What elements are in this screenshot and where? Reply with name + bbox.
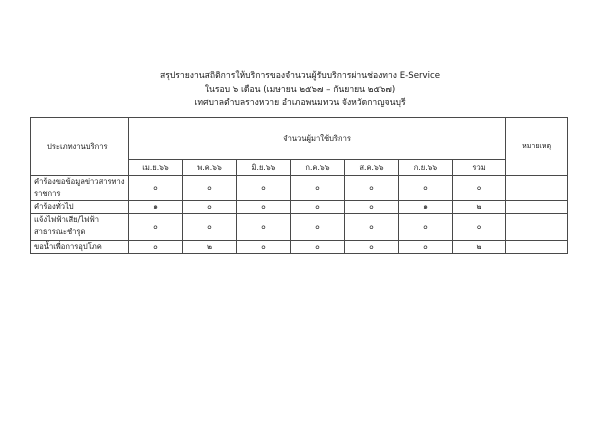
count-cell: ๐ bbox=[345, 176, 399, 201]
service-type-header: ประเภทงานบริการ bbox=[31, 118, 129, 176]
count-cell: ๐ bbox=[237, 176, 291, 201]
table-row bbox=[31, 214, 568, 241]
total-cell: ๒ bbox=[453, 241, 506, 254]
total-cell: ๐ bbox=[453, 214, 506, 241]
service-name-cell: คำร้องทั่วไป bbox=[31, 201, 129, 214]
count-cell: ๐ bbox=[291, 241, 345, 254]
report-organization: เทศบาลตำบลรางหวาย อำเภอพนมทวน จังหวัดกาญจนบุรี bbox=[194, 98, 406, 108]
report-header bbox=[0, 70, 600, 111]
service-statistics-table bbox=[30, 117, 568, 254]
note-cell bbox=[506, 176, 568, 201]
count-cell: ๐ bbox=[345, 201, 399, 214]
service-name-cell: แจ้งไฟฟ้าเสีย/ไฟฟ้าสาธารณะชำรุด bbox=[31, 214, 129, 241]
count-cell: ๐ bbox=[345, 214, 399, 241]
count-cell: ๐ bbox=[291, 201, 345, 214]
note-cell bbox=[506, 214, 568, 241]
table-row bbox=[31, 201, 568, 214]
service-count-header: จำนวนผู้มาใช้บริการ bbox=[129, 118, 506, 160]
count-cell: ๐ bbox=[399, 241, 453, 254]
count-cell: ๐ bbox=[183, 176, 237, 201]
report-period: ในรอบ ๖ เดือน (เมษายน ๒๕๖๗ – กันยายน ๒๕๖๗) bbox=[204, 84, 396, 95]
count-cell: ๐ bbox=[129, 241, 183, 254]
count-cell: ๒ bbox=[183, 241, 237, 254]
month-header: พ.ค.๖๖ bbox=[183, 160, 237, 176]
count-cell: ๐ bbox=[237, 214, 291, 241]
count-cell: ๑ bbox=[399, 201, 453, 214]
count-cell: ๑ bbox=[129, 201, 183, 214]
note-header: หมายเหตุ bbox=[506, 118, 568, 176]
month-header: ก.ย.๖๖ bbox=[399, 160, 453, 176]
count-cell: ๐ bbox=[237, 241, 291, 254]
count-cell: ๐ bbox=[399, 176, 453, 201]
count-cell: ๐ bbox=[291, 176, 345, 201]
total-cell: ๒ bbox=[453, 201, 506, 214]
month-header: ส.ค.๖๖ bbox=[345, 160, 399, 176]
count-cell: ๐ bbox=[237, 201, 291, 214]
report-title: สรุปรายงานสถิติการให้บริการของจำนวนผู้รับบริการผ่านช่องทาง E-Service bbox=[159, 71, 441, 81]
month-header: ก.ค.๖๖ bbox=[291, 160, 345, 176]
month-header: มิ.ย.๖๖ bbox=[237, 160, 291, 176]
count-cell: ๐ bbox=[291, 214, 345, 241]
service-name-cell: คำร้องขอข้อมูลข่าวสารทางราชการ bbox=[31, 176, 129, 201]
count-cell: ๐ bbox=[129, 214, 183, 241]
table-row bbox=[31, 241, 568, 254]
count-cell: ๐ bbox=[183, 201, 237, 214]
count-cell: ๐ bbox=[129, 176, 183, 201]
count-cell: ๐ bbox=[183, 214, 237, 241]
count-cell: ๐ bbox=[399, 214, 453, 241]
total-cell: ๐ bbox=[453, 176, 506, 201]
table-row bbox=[31, 176, 568, 201]
note-cell bbox=[506, 201, 568, 214]
month-header: เม.ย.๖๖ bbox=[129, 160, 183, 176]
count-cell: ๐ bbox=[345, 241, 399, 254]
service-name-cell: ขอน้ำเพื่อการอุปโภค bbox=[31, 241, 129, 254]
note-cell bbox=[506, 241, 568, 254]
total-header: รวม bbox=[453, 160, 506, 176]
